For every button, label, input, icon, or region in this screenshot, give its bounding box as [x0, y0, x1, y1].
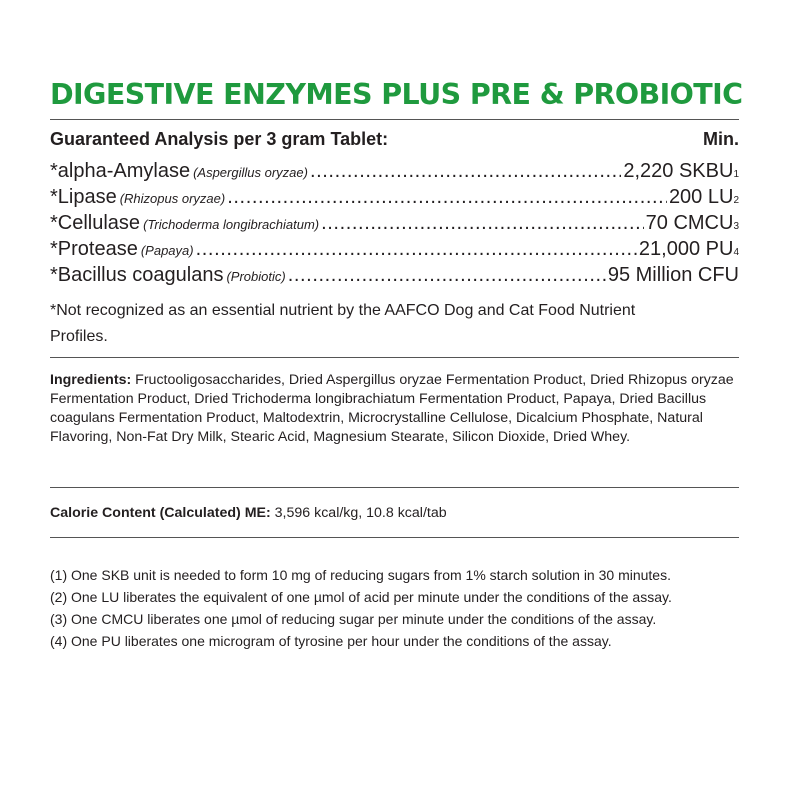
calorie-content: [50, 504, 740, 523]
nutrient-value: 21,000 PU: [638, 238, 734, 260]
footnotes: [50, 564, 750, 652]
nutrient-source: (Aspergillus oryzae): [193, 165, 308, 180]
ingredients-text: Fructooligosaccharides, Dried Aspergillus oryzae Fermentation Product, Dried Rhizopus oryzae Fermentation Product, Dried Trichoderma longibrachiatum Fermentation Product, Papaya, Dried Bacillus coagulans Fermentation Product, Maltodextrin, Microcrystalline Cellulose, Dicalcium Phosphate, Natural Flavoring, Non-Fat Dry Milk, Stearic Acid, Magnesium Stearate, Silicon Dioxide, Dried Whey.: [50, 372, 734, 445]
nutrient-source: (Papaya): [140, 243, 194, 258]
product-title: DIGESTIVE ENZYMES PLUS PRE & PROBIOTIC: [50, 78, 743, 111]
ingredients-block: [50, 371, 740, 447]
nutrient-name: *Lipase: [50, 186, 117, 208]
nutrient-name: *Bacillus coagulans: [50, 264, 224, 286]
analysis-row: *alpha-Amylase (Aspergillus oryzae) ..... 2,220 SKBU 1: [50, 158, 739, 184]
nutrient-name: *Protease: [50, 238, 138, 260]
guaranteed-analysis-table: [50, 158, 739, 288]
guaranteed-analysis-header: [50, 128, 739, 150]
guaranteed-analysis-heading: Guaranteed Analysis per 3 gram Tablet:: [50, 129, 389, 149]
ingredients-label: Ingredients:: [50, 372, 132, 388]
divider: [50, 119, 739, 120]
nutrient-source: (Trichoderma longibrachiatum): [143, 217, 320, 232]
min-column-label: Min.: [703, 129, 739, 149]
nutrient-source: (Probiotic): [226, 269, 286, 284]
divider: [50, 357, 739, 358]
divider: [50, 537, 739, 538]
footnote: (4) One PU liberates one microgram of tyrosine per hour under the conditions of the assay.: [50, 633, 612, 649]
nutrient-value: 70 CMCU: [645, 212, 734, 234]
calorie-label: Calorie Content (Calculated) ME:: [50, 505, 271, 521]
nutrient-value: 200 LU: [668, 186, 734, 208]
aafco-note: *Not recognized as an essential nutrient by the AAFCO Dog and Cat Food Nutrient Profiles.: [50, 302, 636, 345]
analysis-row: *Cellulase (Trichoderma longibrachiatum) ..... 70 CMCU 3: [50, 210, 739, 236]
leader-dots: [310, 158, 621, 184]
nutrient-value: 2,220 SKBU: [623, 160, 734, 182]
analysis-row: [50, 262, 739, 288]
divider: [50, 487, 739, 488]
calorie-value: 3,596 kcal/kg, 10.8 kcal/tab: [274, 505, 447, 521]
nutrient-source: (Rhizopus oryzae): [119, 191, 226, 206]
leader-dots: [321, 210, 644, 236]
leader-dots: [227, 184, 667, 210]
nutrient-value: 95 Million CFU: [607, 264, 739, 286]
footnote: (3) One CMCU liberates one µmol of reducing sugar per minute under the conditions of the assay.: [50, 611, 657, 627]
nutrient-name: *alpha-Amylase: [50, 160, 191, 182]
nutrient-name: *Cellulase: [50, 212, 141, 234]
footnote: (2) One LU liberates the equivalent of one µmol of acid per minute under the conditions of the assay.: [50, 589, 672, 605]
analysis-row: *Lipase (Rhizopus oryzae) ..... 200 LU 2: [50, 184, 739, 210]
leader-dots: [196, 236, 637, 262]
footnote: (1) One SKB unit is needed to form 10 mg of reducing sugars from 1% starch solution in 30 minutes.: [50, 567, 671, 583]
analysis-row: *Protease (Papaya) ..... 21,000 PU 4: [50, 236, 739, 262]
leader-dots: [288, 262, 606, 288]
